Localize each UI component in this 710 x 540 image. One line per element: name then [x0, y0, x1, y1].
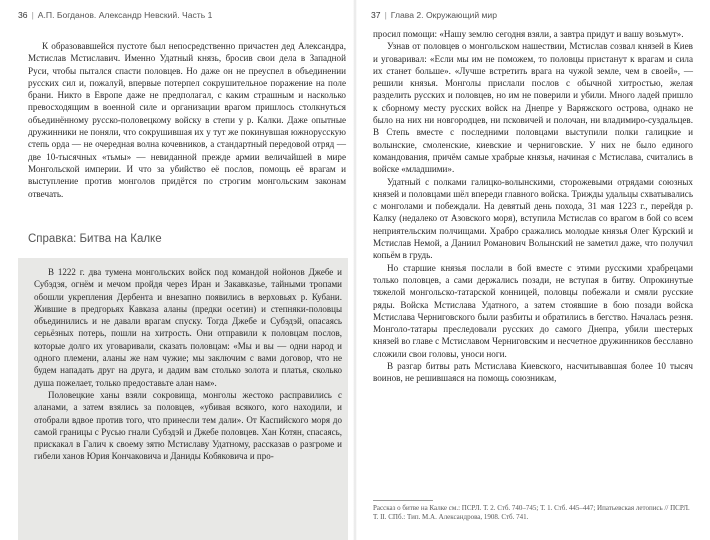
right-page-number: 37 — [371, 10, 381, 20]
paragraph: Но старшие князья послали в бой вместе с этими русскими храбрецами только половцев, а сами держались позади, не вступая в битву. Опрокинутые тяжелой монгольско-татарской конницей, половцы побежали и смяли русские ряды. Войска Мстислава Удатного, а затем стоявшие в бою позади войска Мстислава Черниговского были разбиты и обратились в бегство. Началась резня. Монголо-татары преследовали русских до самого Днепра, убили шестерых князей во главе с Мстиславом Черниговским и несчетное дружинников бесславно сложили свои головы, уноси ноги. — [373, 262, 693, 359]
right-body-text — [373, 28, 693, 385]
sidebar-title: Справка: Битва на Калке — [28, 233, 162, 245]
right-running-head-text: Глава 2. Окружающий мир — [390, 10, 497, 20]
paragraph: К образовавшейся пустоте был непосредственно причастен дед Александра, Мстислав Мстиславич. Именно Удатный князь, бросив свои дела в Западной Руси, чтобы пытался спасти половцев. Но даже он не преуспел в объединении русских сил и, пожалуй, впервые потерпел сокрушительное поражение на поле брани. Никто в Европе даже не предполагал, с каким страшным и насколько превосходящим в военной силе и организации врагом пришлось столкнуться объединённому русско-половецкому войску в степи у р. Калки. Даже опытные дружинники не поняли, что сокрушившая их у тут же покинувшая южнорусскую степь орда — не очередная волна кочевников, а стандартный передовой отряд — две 10-тысячных «тьмы» — невиданной прежде армии величайшей в мире Монгольской империи. И что за убийство её послов, помощь её врагам и выступление против монголов придётся по строгим монгольским законам отвечать. — [28, 41, 346, 199]
left-running-head-text: А.П. Богданов. Александр Невский. Часть 1 — [37, 10, 213, 20]
sidebar-paragraph: Половецкие ханы взяли сокровища, монголы жестоко расправились с аланами, а затем взялись за половцев, «убивая всякого, кого находили, и отобрали вдвое против того, что принесли тем дали». От Каспийского моря до самой границы с Русью гнали Субэдэй и Джебе половцев. Хан Котян, спасаясь, прискакал в Галич к своему зятю Мстиславу Удатному, рассказав о разгроме и гибели ханов Юрия Кончаковича и Даниды Кобяковича и про- — [34, 389, 342, 462]
sidebar-text — [34, 266, 342, 463]
sidebar-paragraph: В 1222 г. два тумена монгольских войск под командой нойонов Джебе и Субэдэя, огнём и мечом пройдя через Иран и Закавказье, тайными тропами обошли укрепления Дербента и внезапно появились в верховьях р. Кубани. Жившие в предгорьях Кавказа аланы (предки осетин) и степняки-половцы объединились и не давали врагам спуску. Тогда Джебе и Субэдэй, опасаясь серьёзных потерь, пошли на хитрость. Они отправили к половцам послов, которые долго их уговаривали, сказать половцам: «Мы и вы — одни народ и одного племени, аланы же нам чужие; мы заключим с вами договор, что не будем нападать друг на друга, и дадим вам столько золота и платья, сколько душа пожелает, только предоставьте алан нам». — [34, 267, 342, 388]
paragraph: Узнав от половцев о монгольском нашествии, Мстислав созвал князей в Киев и уговаривал: «Если мы им не поможем, то половцы пристанут к врагам и сила их станет больше». «Лучше встретить врага на чужой земле, чем в своей», — решили князья. Монголы прислали послов с обычной хитростью, желая разделить русских и половцев, но им не поверили и убили. Много ладей пришло к сборному месту русских войск на Днепре у Варяжского острова, однако не было на них ни новгородцев, ни псковичей и полочан, ни владимиро-суздальцев. В Степь вместе с последними половцами выступили полки галицкие и волынские, смоленские, киевские и черниговские. У них не было единого командования, причём самые храбрые князья, начиная с Мстислава, считались в войске «младшими». — [373, 41, 693, 175]
left-page-number: 36 — [18, 10, 28, 20]
right-running-head: 37 | Глава 2. Окружающий мир — [371, 10, 497, 20]
left-body-text — [28, 40, 346, 200]
paragraph: В разгар битвы рать Мстислава Киевского, насчитывавшая более 10 тысяч воинов, не решившаяся на помощь союзникам, — [373, 361, 693, 384]
footnote: Рассказ о битве на Калке см.: ПСРЛ. Т. 2. Стб. 740–745; Т. 1. Стб. 445–447; Ипатьевская летопись // ПСРЛ. Т. II. СПб.: Тип. М.А. Александрова, 1908. Стб. 741. — [373, 504, 690, 521]
paragraph: Удатный с полками галицко-волынскими, сторожевыми отрядами союзных князей и половцами шёл впереди главного войска. Трижды удальцы схватывались с монголами и побеждали. На девятый день похода, 31 мая 1223 г., перейдя р. Калку (недалеко от Азовского моря), вступила Мстислав со врагом в бой со всем неприятельским полчищами. Храбро сражались молодые князья Олег Курский и Мстислав Немой, а Даниил Романович Волынский не заметил даже, что получил копьём в грудь. — [373, 176, 693, 261]
footnote-rule — [373, 500, 433, 501]
left-running-head: 36 | А.П. Богданов. Александр Невский. Часть 1 — [18, 10, 213, 20]
paragraph: просил помощи: «Нашу землю сегодня взяли, а завтра придут и вашу возьмут». — [373, 29, 684, 39]
right-page — [355, 0, 710, 540]
